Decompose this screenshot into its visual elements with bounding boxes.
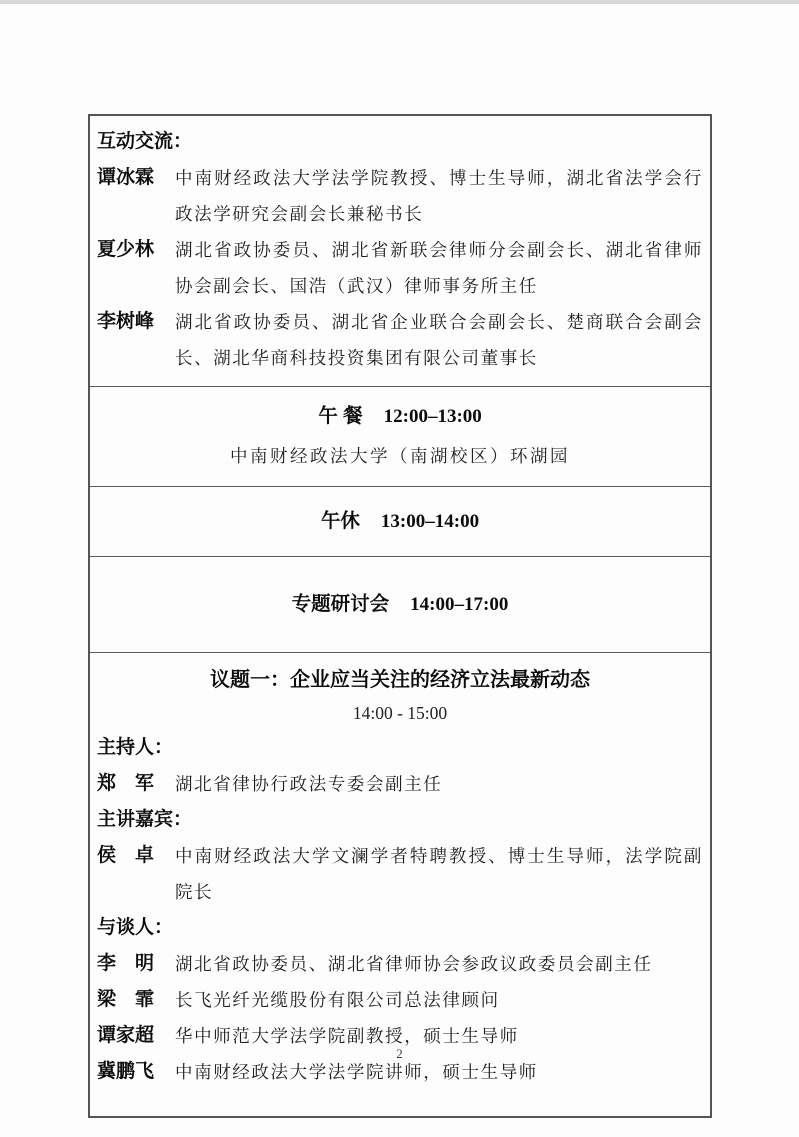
speaker-description: 湖北省政协委员、湖北省企业联合会副会长、楚商联合会副会长、湖北华商科技投资集团有限公司董事长 (175, 312, 703, 368)
speaker-name: 郑 军 (97, 773, 155, 794)
section-noon-break (90, 487, 710, 557)
speaker-row (97, 232, 703, 304)
speaker-row (97, 304, 703, 376)
speaker-description: 中南财经政法大学法学院讲师，硕士生导师 (175, 1062, 538, 1082)
noon-break-time: 13:00–14:00 (380, 511, 480, 532)
speaker-name: 谭家超 (97, 1025, 155, 1046)
speaker-row (97, 946, 703, 982)
lunch-label: 午 餐 (318, 405, 363, 427)
lunch-location: 中南财经政法大学（南湖校区）环湖园 (230, 446, 570, 466)
speaker-row (97, 160, 703, 232)
speaker-name: 李 明 (97, 953, 155, 974)
noon-break-title (90, 503, 710, 541)
seminar-time: 14:00–17:00 (410, 594, 509, 615)
speaker-name: 夏少林 (97, 239, 155, 260)
speaker-name: 李树峰 (97, 311, 155, 332)
speaker-row (97, 982, 703, 1018)
speaker-name: 冀鹏飞 (97, 1061, 155, 1082)
speaker-description: 华中师范大学法学院副教授，硕士生导师 (175, 1026, 519, 1046)
host-heading: 主持人： (97, 737, 174, 758)
agenda-table (88, 114, 712, 1118)
noon-break-label: 午休 (320, 510, 360, 532)
speaker-name: 侯 卓 (97, 845, 155, 866)
topic1-title: 议题一：企业应当关注的经济立法最新动态 (210, 669, 590, 691)
panel-heading: 与谈人： (97, 917, 174, 938)
speaker-description: 湖北省政协委员、湖北省新联会律师分会副会长、湖北省律师协会副会长、国浩（武汉）律师事务所主任 (175, 240, 703, 296)
interaction-heading: 互动交流： (97, 131, 193, 152)
topic1-time: 14:00 - 15:00 (352, 703, 448, 723)
speaker-description: 中南财经政法大学法学院教授、博士生导师，湖北省法学会行政法学研究会副会长兼秘书长 (175, 168, 703, 224)
page-number: 2 (396, 1046, 403, 1061)
speaker-description: 湖北省律协行政法专委会副主任 (175, 774, 443, 794)
keynote-heading: 主讲嘉宾： (97, 809, 193, 830)
speaker-name: 梁 霏 (97, 989, 155, 1010)
section-lunch (90, 387, 710, 487)
seminar-title (90, 586, 710, 624)
speaker-description: 长飞光纤光缆股份有限公司总法律顾问 (175, 990, 500, 1010)
speaker-name: 谭冰霖 (97, 167, 155, 188)
lunch-title (90, 398, 710, 436)
speaker-description: 湖北省政协委员、湖北省律师协会参政议政委员会副主任 (175, 954, 653, 974)
section-seminar (90, 557, 710, 653)
speaker-description: 中南财经政法大学文澜学者特聘教授、博士生导师，法学院副院长 (175, 846, 703, 902)
lunch-time: 12:00–13:00 (383, 406, 482, 427)
scan-edge-artifact (0, 0, 799, 4)
speaker-row (97, 838, 703, 910)
speaker-row (97, 766, 703, 802)
section-interaction (90, 116, 710, 387)
seminar-label: 专题研讨会 (291, 593, 390, 615)
